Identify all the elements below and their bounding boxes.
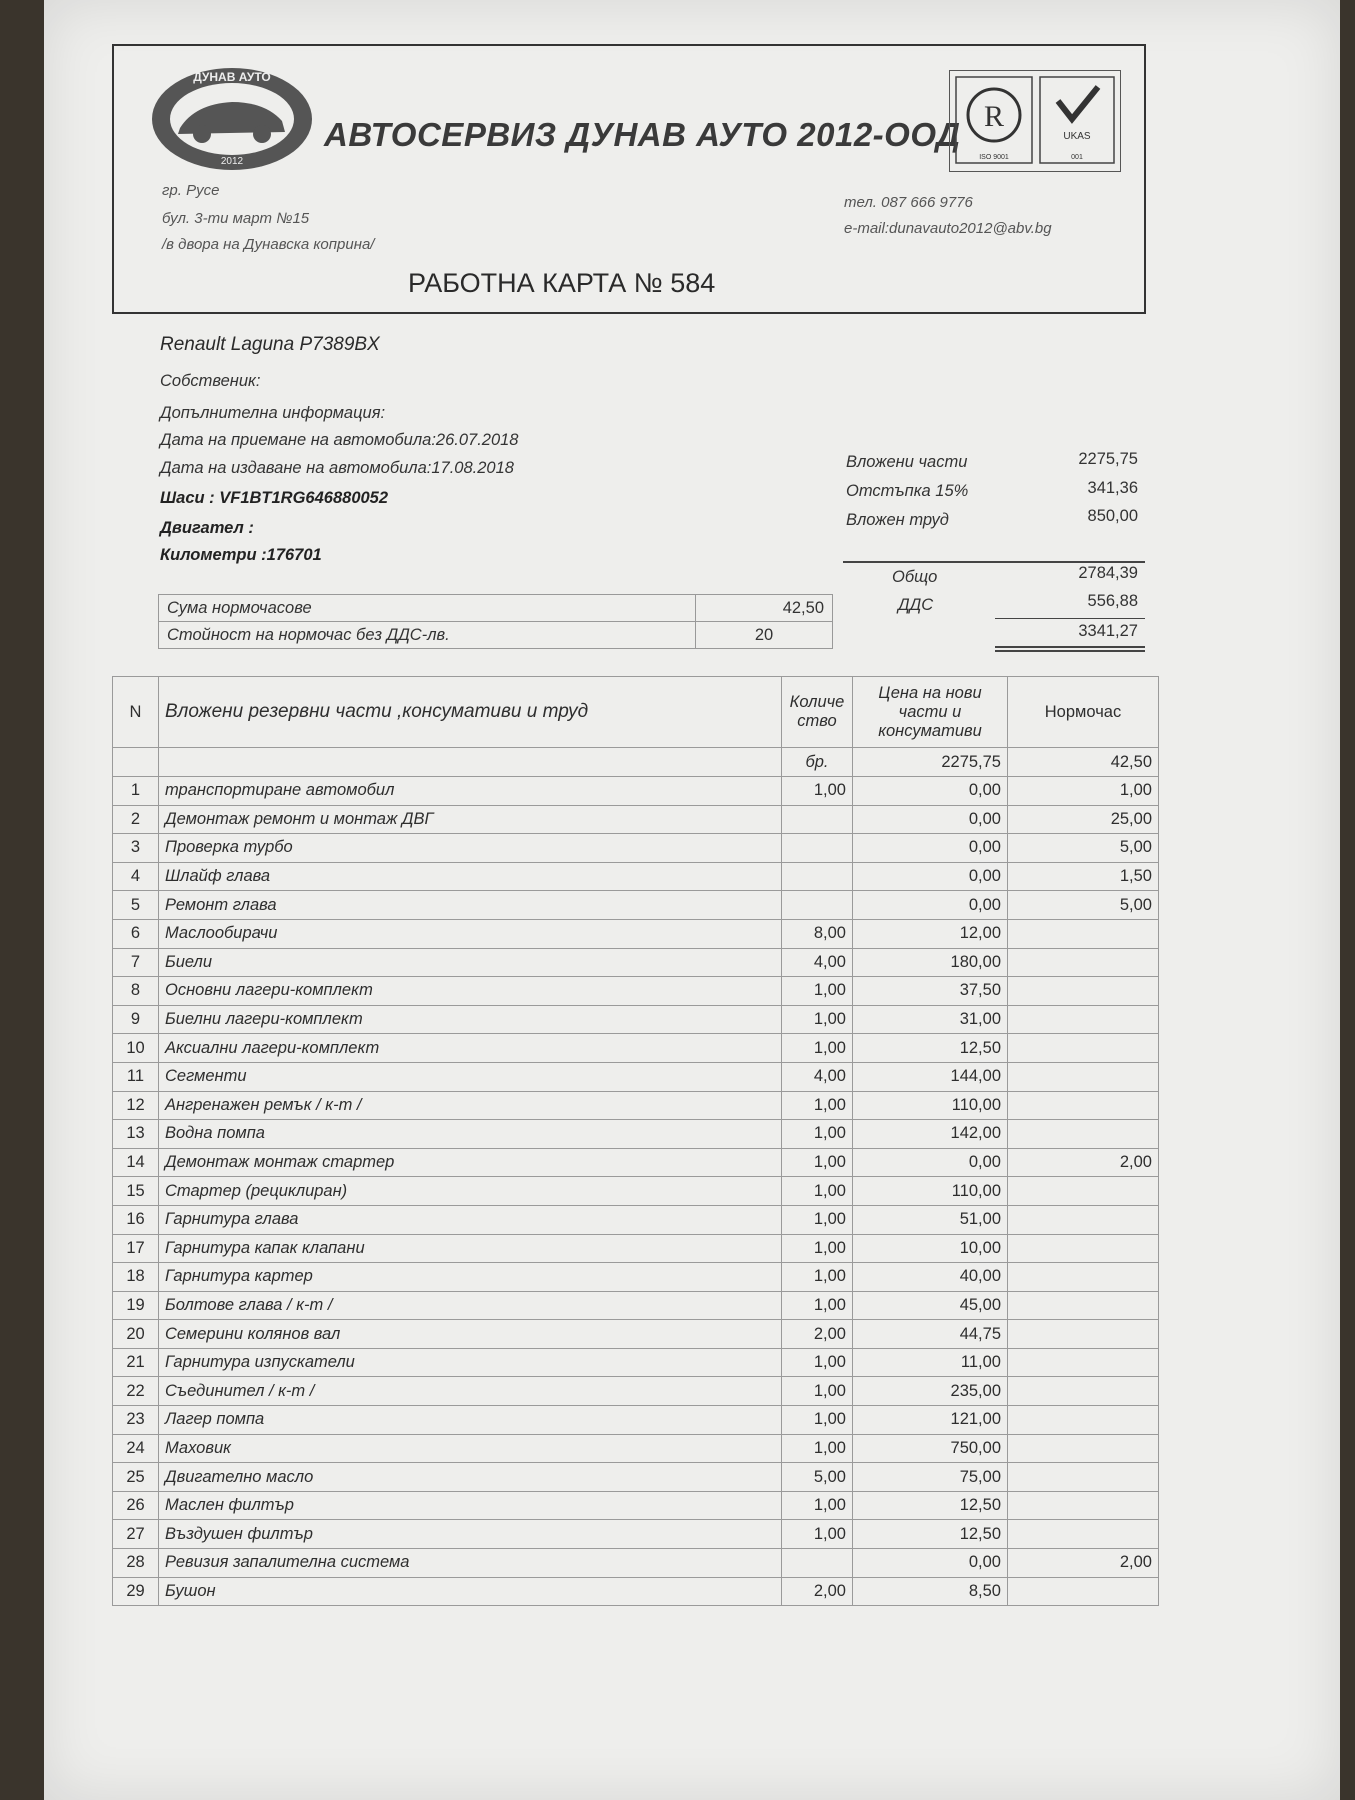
- col-header-n: N: [113, 677, 159, 748]
- row-number: 5: [113, 891, 159, 920]
- norm-rate-label: Стойност на нормочас без ДДС-лв.: [159, 622, 696, 649]
- row-price: 750,00: [853, 1434, 1008, 1463]
- row-hours: [1008, 1491, 1159, 1520]
- double-rule-2: [995, 650, 1145, 652]
- parts-label: Вложени части: [846, 453, 968, 471]
- address-city: гр. Русе: [162, 182, 220, 199]
- row-name: Лагер помпа: [159, 1406, 782, 1435]
- row-name: Семерини колянов вал: [159, 1320, 782, 1349]
- subtotal-hours: 42,50: [1008, 748, 1159, 777]
- row-qty: [782, 891, 853, 920]
- row-price: 12,50: [853, 1491, 1008, 1520]
- cert-right-code: 001: [1071, 154, 1083, 161]
- row-qty: 1,00: [782, 1005, 853, 1034]
- row-hours: 5,00: [1008, 834, 1159, 863]
- row-name: Ангренажен ремък / к-т /: [159, 1091, 782, 1120]
- row-number: 2: [113, 805, 159, 834]
- checkmark-icon: [1058, 87, 1098, 119]
- row-price: 11,00: [853, 1348, 1008, 1377]
- row-qty: 1,00: [782, 977, 853, 1006]
- row-hours: [1008, 1005, 1159, 1034]
- row-hours: [1008, 1520, 1159, 1549]
- row-number: 6: [113, 919, 159, 948]
- norm-hours-table: [158, 594, 833, 649]
- row-number: 17: [113, 1234, 159, 1263]
- row-hours: [1008, 1348, 1159, 1377]
- row-hours: [1008, 1091, 1159, 1120]
- row-hours: [1008, 1263, 1159, 1292]
- row-number: 29: [113, 1577, 159, 1606]
- table-row: [113, 1091, 1159, 1120]
- labor-label: Вложен труд: [846, 511, 949, 529]
- row-hours: [1008, 1205, 1159, 1234]
- row-number: 8: [113, 977, 159, 1006]
- row-hours: 5,00: [1008, 891, 1159, 920]
- row-name: Проверка турбо: [159, 834, 782, 863]
- row-price: 0,00: [853, 862, 1008, 891]
- row-name: Гарнитура изпускатели: [159, 1348, 782, 1377]
- table-row: [113, 948, 1159, 977]
- row-name: Гарнитура картер: [159, 1263, 782, 1292]
- row-qty: 1,00: [782, 1120, 853, 1149]
- table-row: [113, 1434, 1159, 1463]
- row-name: Водна помпа: [159, 1120, 782, 1149]
- row-number: 9: [113, 1005, 159, 1034]
- row-name: Маслен филтър: [159, 1491, 782, 1520]
- owner-label: Собственик:: [160, 372, 261, 390]
- cert-right-label: UKAS: [1063, 131, 1091, 142]
- row-number: 12: [113, 1091, 159, 1120]
- table-row: [113, 1005, 1159, 1034]
- labor-value: 850,00: [1087, 507, 1138, 525]
- row-price: 235,00: [853, 1377, 1008, 1406]
- row-qty: 1,00: [782, 1034, 853, 1063]
- row-number: 1: [113, 777, 159, 806]
- row-number: 20: [113, 1320, 159, 1349]
- grand-total: 3341,27: [1078, 622, 1138, 640]
- row-hours: 2,00: [1008, 1549, 1159, 1578]
- mileage: Километри :176701: [160, 546, 322, 564]
- row-number: 26: [113, 1491, 159, 1520]
- row-name: Гарнитура глава: [159, 1205, 782, 1234]
- total-value: 2784,39: [1078, 564, 1138, 582]
- row-qty: 1,00: [782, 1234, 853, 1263]
- row-number: 15: [113, 1177, 159, 1206]
- row-number: 3: [113, 834, 159, 863]
- company-name: АВТОСЕРВИЗ ДУНАВ АУТО 2012-ООД: [324, 116, 961, 153]
- chassis-number: Шаси : VF1BT1RG646880052: [160, 489, 389, 507]
- row-number: 16: [113, 1205, 159, 1234]
- row-name: транспортиране автомобил: [159, 777, 782, 806]
- row-name: Стартер (рециклиран): [159, 1177, 782, 1206]
- norm-hours-value: 42,50: [696, 595, 833, 622]
- vehicle-model: Renault Laguna P7389BX: [160, 334, 380, 355]
- row-price: 51,00: [853, 1205, 1008, 1234]
- row-qty: 1,00: [782, 1263, 853, 1292]
- row-price: 0,00: [853, 891, 1008, 920]
- row-hours: [1008, 1434, 1159, 1463]
- cert-left-label: ISO 9001: [979, 154, 1009, 161]
- row-price: 0,00: [853, 1549, 1008, 1578]
- row-qty: 1,00: [782, 1205, 853, 1234]
- row-number: 25: [113, 1463, 159, 1492]
- discount-value: 341,36: [1087, 479, 1138, 497]
- table-row: [113, 919, 1159, 948]
- table-row: [113, 777, 1159, 806]
- row-qty: 1,00: [782, 1406, 853, 1435]
- row-price: 31,00: [853, 1005, 1008, 1034]
- row-hours: 1,00: [1008, 777, 1159, 806]
- col-header-name: Вложени резервни части ,консумативи и труд: [159, 677, 782, 748]
- table-row: [113, 1263, 1159, 1292]
- row-price: 180,00: [853, 948, 1008, 977]
- row-hours: [1008, 1234, 1159, 1263]
- row-qty: [782, 805, 853, 834]
- row-name: Маслообирачи: [159, 919, 782, 948]
- row-name: Съединител / к-т /: [159, 1377, 782, 1406]
- row-name: Шлайф глава: [159, 862, 782, 891]
- table-row: [113, 1234, 1159, 1263]
- row-number: 23: [113, 1406, 159, 1435]
- row-price: 12,50: [853, 1034, 1008, 1063]
- row-hours: [1008, 919, 1159, 948]
- col-header-price: Цена на нови части и консумативи: [853, 677, 1008, 748]
- row-qty: 1,00: [782, 1491, 853, 1520]
- row-number: 28: [113, 1549, 159, 1578]
- row-hours: [1008, 1034, 1159, 1063]
- summary-rule: [843, 561, 1145, 563]
- parts-value: 2275,75: [1078, 450, 1138, 468]
- row-qty: 2,00: [782, 1577, 853, 1606]
- table-row: [113, 1120, 1159, 1149]
- row-hours: [1008, 948, 1159, 977]
- table-row: [113, 1491, 1159, 1520]
- row-hours: [1008, 1406, 1159, 1435]
- row-number: 24: [113, 1434, 159, 1463]
- row-name: Аксиални лагери-комплект: [159, 1034, 782, 1063]
- table-row: [113, 1377, 1159, 1406]
- card-title: РАБОТНА КАРТА № 584: [408, 268, 716, 298]
- row-number: 19: [113, 1291, 159, 1320]
- subtotal-price: 2275,75: [853, 748, 1008, 777]
- row-name: Биелни лагери-комплект: [159, 1005, 782, 1034]
- row-hours: [1008, 977, 1159, 1006]
- row-hours: [1008, 1177, 1159, 1206]
- table-row: [113, 1177, 1159, 1206]
- row-price: 110,00: [853, 1091, 1008, 1120]
- date-released: Дата на издаване на автомобила:17.08.2018: [160, 459, 514, 477]
- table-row: [113, 1034, 1159, 1063]
- row-hours: 25,00: [1008, 805, 1159, 834]
- row-name: Демонтаж монтаж стартер: [159, 1148, 782, 1177]
- row-hours: [1008, 1320, 1159, 1349]
- row-qty: 1,00: [782, 1377, 853, 1406]
- certification-badges: [949, 70, 1121, 172]
- row-hours: [1008, 1120, 1159, 1149]
- table-row: [113, 1520, 1159, 1549]
- row-price: 0,00: [853, 834, 1008, 863]
- row-qty: 1,00: [782, 1291, 853, 1320]
- engine-label: Двигател :: [160, 519, 254, 537]
- row-name: Бушон: [159, 1577, 782, 1606]
- row-hours: [1008, 1062, 1159, 1091]
- row-hours: [1008, 1291, 1159, 1320]
- table-row: [113, 1062, 1159, 1091]
- row-price: 75,00: [853, 1463, 1008, 1492]
- row-name: Болтове глава / к-т /: [159, 1291, 782, 1320]
- row-number: 7: [113, 948, 159, 977]
- svg-text:R: R: [983, 100, 1005, 133]
- subtotal-row: [113, 748, 1159, 777]
- row-number: 13: [113, 1120, 159, 1149]
- table-row: [113, 862, 1159, 891]
- table-row: [113, 977, 1159, 1006]
- vat-value: 556,88: [1087, 592, 1138, 610]
- table-row: [113, 1348, 1159, 1377]
- row-price: 0,00: [853, 777, 1008, 806]
- row-price: 10,00: [853, 1234, 1008, 1263]
- row-price: 0,00: [853, 1148, 1008, 1177]
- row-hours: [1008, 1577, 1159, 1606]
- row-name: Маховик: [159, 1434, 782, 1463]
- table-row: [113, 1549, 1159, 1578]
- vat-rule: [995, 618, 1145, 619]
- table-row: [113, 1577, 1159, 1606]
- row-name: Ремонт глава: [159, 891, 782, 920]
- row-qty: 1,00: [782, 777, 853, 806]
- table-row: [113, 1463, 1159, 1492]
- table-row: [113, 834, 1159, 863]
- table-row: [113, 1205, 1159, 1234]
- row-number: 4: [113, 862, 159, 891]
- row-number: 27: [113, 1520, 159, 1549]
- row-number: 18: [113, 1263, 159, 1292]
- address-note: /в двора на Дунавска коприна/: [162, 236, 375, 253]
- row-name: Основни лагери-комплект: [159, 977, 782, 1006]
- row-name: Двигателно масло: [159, 1463, 782, 1492]
- row-price: 8,50: [853, 1577, 1008, 1606]
- row-number: 11: [113, 1062, 159, 1091]
- row-name: Въздушен филтър: [159, 1520, 782, 1549]
- row-name: Ревизия запалителна система: [159, 1549, 782, 1578]
- row-price: 12,50: [853, 1520, 1008, 1549]
- total-label: Общо: [892, 568, 938, 586]
- row-price: 144,00: [853, 1062, 1008, 1091]
- col-header-qty: Количе ство: [782, 677, 853, 748]
- row-hours: 2,00: [1008, 1148, 1159, 1177]
- vat-label: ДДС: [898, 596, 934, 614]
- row-qty: 1,00: [782, 1177, 853, 1206]
- norm-hours-label: Сума нормочасове: [159, 595, 696, 622]
- phone: тел. 087 666 9776: [844, 194, 973, 211]
- row-hours: 1,50: [1008, 862, 1159, 891]
- email: e-mail:dunavauto2012@abv.bg: [844, 220, 1052, 237]
- row-hours: [1008, 1463, 1159, 1492]
- row-price: 12,00: [853, 919, 1008, 948]
- row-hours: [1008, 1377, 1159, 1406]
- row-qty: 1,00: [782, 1091, 853, 1120]
- address-street: бул. 3-ти март №15: [162, 210, 310, 227]
- row-price: 121,00: [853, 1406, 1008, 1435]
- row-price: 45,00: [853, 1291, 1008, 1320]
- double-rule-1: [995, 646, 1145, 648]
- row-price: 44,75: [853, 1320, 1008, 1349]
- row-number: 14: [113, 1148, 159, 1177]
- row-qty: 1,00: [782, 1148, 853, 1177]
- row-qty: 1,00: [782, 1520, 853, 1549]
- row-price: 40,00: [853, 1263, 1008, 1292]
- row-price: 110,00: [853, 1177, 1008, 1206]
- table-row: [113, 1148, 1159, 1177]
- subtotal-unit: бр.: [782, 748, 853, 777]
- row-price: 142,00: [853, 1120, 1008, 1149]
- row-name: Сегменти: [159, 1062, 782, 1091]
- row-name: Гарнитура капак клапани: [159, 1234, 782, 1263]
- row-qty: 2,00: [782, 1320, 853, 1349]
- logo-year: 2012: [220, 156, 244, 167]
- row-number: 10: [113, 1034, 159, 1063]
- row-qty: 5,00: [782, 1463, 853, 1492]
- row-number: 21: [113, 1348, 159, 1377]
- row-name: Биели: [159, 948, 782, 977]
- table-row: [113, 891, 1159, 920]
- norm-rate-value: 20: [696, 622, 833, 649]
- discount-label: Отстъпка 15%: [846, 482, 969, 500]
- table-row: [113, 1291, 1159, 1320]
- row-qty: 4,00: [782, 1062, 853, 1091]
- date-received: Дата на приемане на автомобила:26.07.2018: [160, 431, 519, 449]
- row-price: 37,50: [853, 977, 1008, 1006]
- col-header-hours: Нормочас: [1008, 677, 1159, 748]
- extra-info-label: Допълнителна информация:: [160, 404, 386, 422]
- letterhead: [112, 44, 1146, 314]
- row-qty: 8,00: [782, 919, 853, 948]
- table-row: [113, 1406, 1159, 1435]
- row-number: 22: [113, 1377, 159, 1406]
- row-qty: [782, 834, 853, 863]
- logo-top-text: ДУНАВ АУТО: [193, 70, 271, 84]
- parts-labor-table: [112, 676, 1159, 1606]
- row-qty: 1,00: [782, 1348, 853, 1377]
- company-logo: [150, 66, 314, 172]
- row-name: Демонтаж ремонт и монтаж ДВГ: [159, 805, 782, 834]
- row-qty: 4,00: [782, 948, 853, 977]
- row-qty: 1,00: [782, 1434, 853, 1463]
- row-price: 0,00: [853, 805, 1008, 834]
- table-row: [113, 805, 1159, 834]
- row-qty: [782, 1549, 853, 1578]
- table-row: [113, 1320, 1159, 1349]
- row-qty: [782, 862, 853, 891]
